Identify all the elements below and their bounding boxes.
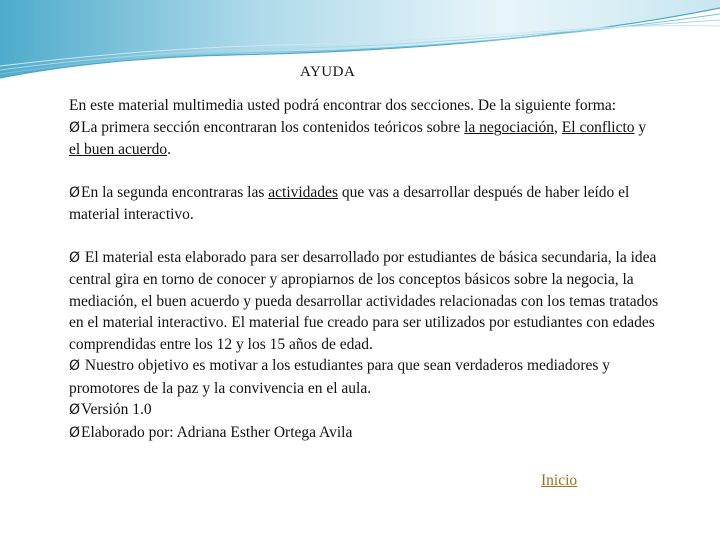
term-buen-acuerdo: el buen acuerdo [69,141,168,158]
term-negociacion: la negociación [464,118,555,136]
arrow-bullet-icon: Ø [69,402,81,418]
description-item: Ø El material esta elaborado para ser desarrollado por estudiantes de básica secundaria, la idea central gira en torno de conocer y apropiarnos de los conceptos básicos sobre la negocia, la mediación, el buen acuerdo y pueda desarrollar actividades relacionadas con los temas tratados en el material interactivo. El material fue creado para ser utilizados por estudiantes con edades comprendidas entre los 12 y los 15 años de edad. [69,248,659,353]
arrow-bullet-icon: Ø [69,184,81,201]
term-conflicto: El conflicto [561,118,635,136]
home-link[interactable]: Inicio [541,472,578,489]
section2-item: ØEn la segunda encontraras las actividades que vas a desarrollar después de haber leído el material interactivo. [69,183,630,223]
header-wave-decoration [0,0,720,90]
help-content [69,95,659,444]
section1-item: ØLa primera sección encontraran los contenidos teóricos sobre la negociación, El conflicto y el buen acuerdo. [69,118,647,158]
term-actividades: actividades [268,183,338,201]
arrow-bullet-icon: Ø [69,119,81,136]
arrow-bullet-icon: Ø [69,249,81,266]
intro-paragraph: En este material multimedia usted podrá encontrar dos secciones. De la siguiente forma: [69,97,617,114]
arrow-bullet-icon: Ø [69,358,81,374]
version-item: ØVersión 1.0 [69,401,152,418]
page-title: AYUDA [300,64,356,80]
objective-item: Ø Nuestro objetivo es motivar a los estudiantes para que sean verdaderos mediadores y promotores de la paz y la convivencia en el aula. [69,357,611,397]
arrow-bullet-icon: Ø [69,424,81,441]
author-item: ØElaborado por: Adriana Esther Ortega Avila [69,423,353,441]
